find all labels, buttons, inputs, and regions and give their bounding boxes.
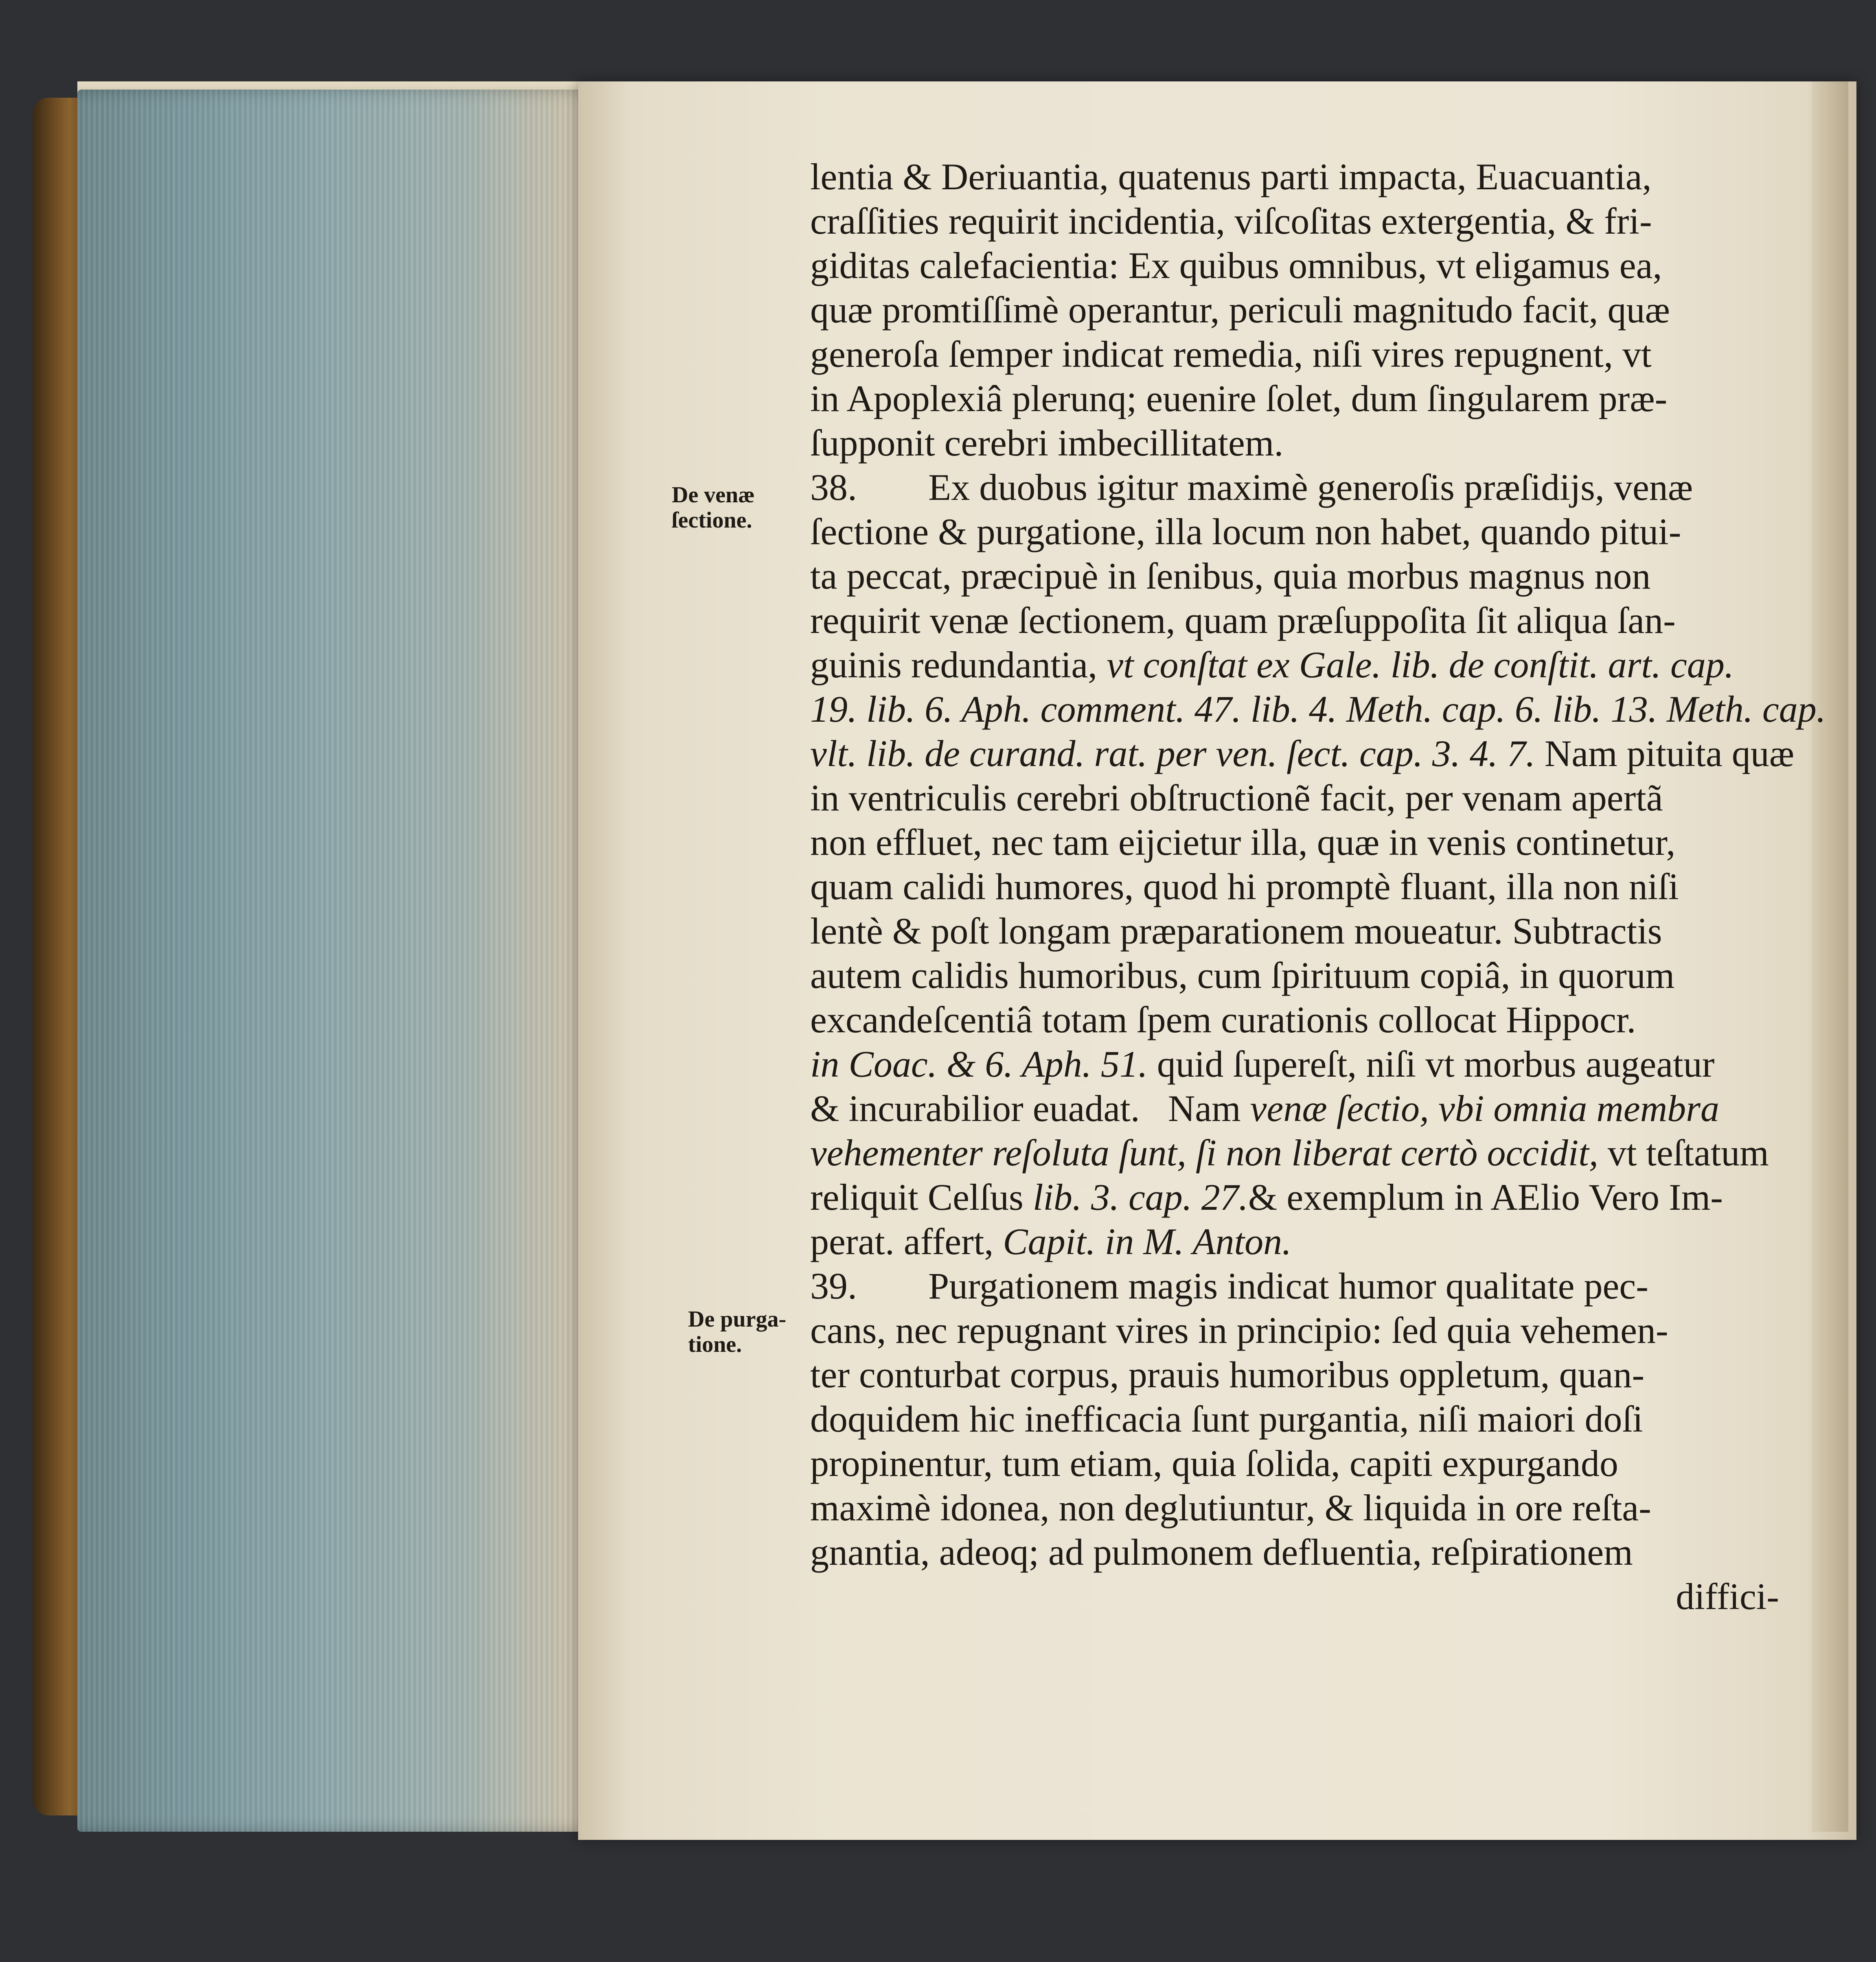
- text-line: giditas calefacientia: Ex quibus omnibus, vt eligamus ea,: [810, 245, 1662, 286]
- text-line: autem calidis humoribus, cum ſpirituum copiâ, in quorum: [810, 955, 1675, 996]
- text-line: cans, nec repugnant vires in principio: ſed quia vehemen-: [810, 1309, 1668, 1351]
- citation: vlt. lib. de curand. rat. per ven. ſect. cap. 3. 4. 7.: [810, 733, 1535, 774]
- text-segment: guinis redundantia,: [810, 644, 1098, 685]
- text-line: [810, 1042, 1795, 1086]
- text-line: [810, 1175, 1795, 1220]
- text-line: requirit venæ ſectionem, quam præſuppoſita ſit aliqua ſan-: [810, 600, 1676, 641]
- text-line: [810, 643, 1795, 687]
- text-line: ſupponit cerebri imbecillitatem.: [810, 422, 1284, 464]
- text-segment: quid ſupereſt, niſi vt morbus augeatur: [1157, 1043, 1715, 1085]
- marginal-line: De purga-: [688, 1307, 787, 1332]
- text-segment: Ex duobus igitur maximè generoſis præſidijs, venæ: [928, 466, 1693, 508]
- text-line: [810, 731, 1795, 776]
- text-segment: Nam pituita quæ: [1544, 733, 1795, 774]
- page-fore-edge: [77, 90, 631, 1832]
- marginal-line: De venæ: [672, 482, 755, 508]
- text-line: craſſities requirit incidentia, viſcoſitas extergentia, & fri-: [810, 200, 1652, 242]
- marginal-line: tione.: [688, 1332, 742, 1357]
- text-line: lentè & poſt longam præparationem moueatur. Subtractis: [810, 910, 1662, 952]
- text-line: lentia & Deriuantia, quatenus parti impacta, Euacuantia,: [810, 156, 1652, 197]
- text-line: propinentur, tum etiam, quia ſolida, capiti expurgando: [810, 1443, 1618, 1484]
- text-line: non effluet, nec tam eijcietur illa, quæ in venis continetur,: [810, 821, 1676, 863]
- citation: vt conſtat ex Gale. lib. de conſtit. art. cap.: [1107, 644, 1734, 685]
- citation: venæ ſectio, vbi omnia membra: [1250, 1088, 1719, 1129]
- catchword: diffici-: [1676, 1576, 1779, 1617]
- marginal-note-purgatione: [688, 1307, 786, 1357]
- text-line: generoſa ſemper indicat remedia, niſi vires repugnent, vt: [810, 333, 1652, 375]
- text-segment: & incurabilior euadat.: [810, 1088, 1140, 1129]
- text-line: ſectione & purgatione, illa locum non habet, quando pitui-: [810, 511, 1681, 552]
- text-segment: Purgationem magis indicat humor qualitate pec-: [928, 1265, 1648, 1307]
- marginal-line: ſectione.: [672, 508, 752, 533]
- citation: in Coac. & 6. Aph. 51.: [810, 1043, 1148, 1085]
- text-segment: vt teſtatum: [1607, 1132, 1769, 1174]
- paragraph-39-first-line: [810, 1264, 1795, 1308]
- paragraph-number: 38.: [810, 466, 857, 508]
- facing-page-edge: [1812, 81, 1848, 1832]
- text-line: maximè idonea, non deglutiuntur, & liquida in ore reſta-: [810, 1487, 1651, 1528]
- main-text: [810, 155, 1826, 1619]
- text-line: gnantia, adeoq; ad pulmonem defluentia, reſpirationem: [810, 1531, 1633, 1573]
- text-segment: Nam: [1168, 1088, 1241, 1129]
- text-line: excandeſcentiâ totam ſpem curationis collocat Hippocr.: [810, 999, 1636, 1040]
- text-segment: reliquit Celſus: [810, 1176, 1023, 1218]
- citation: lib. 3. cap. 27.: [1032, 1176, 1248, 1218]
- text-segment: & exemplum in AElio Vero Im-: [1248, 1176, 1723, 1218]
- text-line: in ventriculis cerebri obſtructionẽ facit, per venam apertã: [810, 777, 1663, 819]
- paragraph-38-first-line: [810, 465, 1795, 510]
- text-line: [810, 687, 1826, 731]
- text-line: doquidem hic inefficacia ſunt purgantia, niſi maiori doſi: [810, 1398, 1643, 1440]
- text-line: [810, 1131, 1795, 1175]
- text-line: [810, 1086, 1795, 1131]
- text-line: ter conturbat corpus, prauis humoribus oppletum, quan-: [810, 1354, 1645, 1395]
- text-line: in Apoplexiâ plerunq; euenire ſolet, dum ſingularem præ-: [810, 378, 1668, 419]
- text-line: ta peccat, præcipuè in ſenibus, quia morbus magnus non: [810, 555, 1651, 597]
- text-line: quæ promtiſſimè operantur, periculi magnitudo facit, quæ: [810, 289, 1670, 331]
- citation: vehementer reſoluta ſunt, ſi non liberat certò occidit,: [810, 1132, 1598, 1174]
- text-line: [810, 1220, 1795, 1264]
- citation: 19. lib. 6. Aph. comment. 47. lib. 4. Meth. cap. 6. lib. 13. Meth. cap.: [810, 688, 1826, 730]
- marginal-note-venae-sectione: [672, 482, 755, 533]
- text-line: quam calidi humores, quod hi promptè fluant, illa non niſi: [810, 866, 1679, 907]
- citation: Capit. in M. Anton.: [1003, 1221, 1292, 1262]
- text-segment: perat. affert,: [810, 1221, 994, 1262]
- paragraph-number: 39.: [810, 1265, 857, 1307]
